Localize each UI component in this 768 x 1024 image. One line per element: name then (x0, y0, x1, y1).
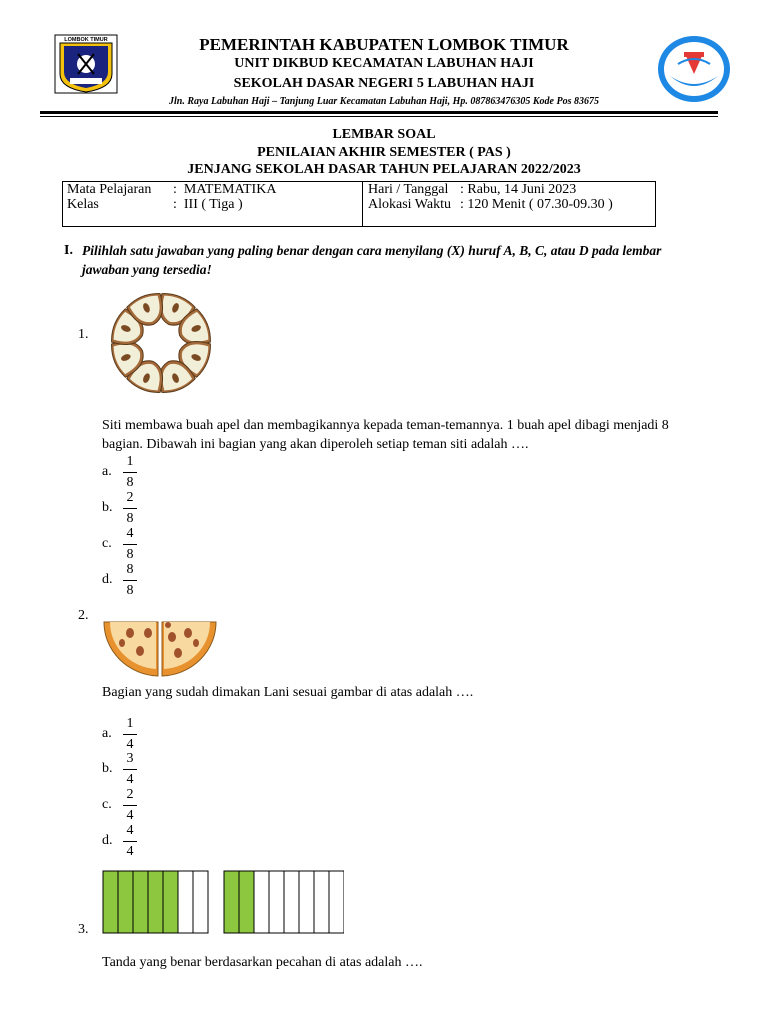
header-rule-thick (40, 111, 718, 114)
bar2-cell (269, 871, 284, 933)
q1-option-fraction (123, 455, 137, 490)
q2-option-fraction (123, 752, 137, 787)
fraction-line (123, 472, 137, 473)
header-rule-thin (40, 116, 718, 117)
school-logo (656, 34, 732, 104)
numerator: 2 (126, 787, 134, 802)
bar1-cell (133, 871, 148, 933)
numerator: 1 (126, 454, 134, 469)
subject-label: Mata Pelajaran (67, 182, 152, 197)
denominator: 8 (126, 511, 134, 526)
class-label: Kelas (67, 197, 99, 212)
fraction-line (123, 580, 137, 581)
bar1-cell (148, 871, 163, 933)
fraction-line (123, 544, 137, 545)
left-logo-text: LOMBOK TIMUR (64, 37, 108, 43)
bar2-cell (314, 871, 329, 933)
q2-option-letter[interactable]: c. (102, 797, 112, 812)
title-line2: PENILAIAN AKHIR SEMESTER ( PAS ) (257, 145, 511, 160)
q1-option-letter[interactable]: d. (102, 572, 113, 587)
instruction-numeral: I. (64, 243, 73, 258)
q1-text-line2: bagian. Dibawah ini bagian yang akan diperoleh setiap teman siti adalah …. (102, 437, 529, 452)
bar1-cell (118, 871, 133, 933)
bar2-cell (284, 871, 299, 933)
numerator: 3 (126, 751, 134, 766)
fraction-bars-image (102, 870, 344, 934)
q1-text-line1: Siti membawa buah apel dan membagikannya kepada teman-temannya. 1 buah apel dibagi menjadi 8 (102, 418, 669, 433)
fraction-line (123, 805, 137, 806)
info-divider (362, 182, 363, 226)
numerator: 4 (126, 526, 134, 541)
denominator: 4 (126, 808, 134, 823)
bar1-cell (193, 871, 208, 933)
q1-number: 1. (78, 327, 89, 342)
header-address: Jln. Raya Labuhan Haji – Tanjung Luar Kecamatan Labuhan Haji, Hp. 087863476305 Kode Pos 83675 (169, 96, 599, 107)
denominator: 8 (126, 475, 134, 490)
q1-option-fraction (123, 527, 137, 562)
fraction-line (123, 508, 137, 509)
numerator: 1 (126, 716, 134, 731)
title-line1: LEMBAR SOAL (332, 127, 436, 142)
q2-number: 2. (78, 608, 89, 623)
q1-option-letter[interactable]: a. (102, 464, 112, 479)
fraction-line (123, 841, 137, 842)
q2-option-letter[interactable]: b. (102, 761, 113, 776)
denominator: 4 (126, 737, 134, 752)
denominator: 4 (126, 772, 134, 787)
q2-option-fraction (123, 788, 137, 823)
instruction-line1: Pilihlah satu jawaban yang paling benar dengan cara menyilang (X) huruf A, B, C, atau D pada lembar (82, 243, 662, 258)
q1-option-fraction (123, 491, 137, 526)
instruction-line2: jawaban yang tersedia! (82, 262, 212, 277)
q1-option-fraction (123, 563, 137, 598)
exam-info-box (62, 181, 656, 227)
q1-option-letter[interactable]: c. (102, 536, 112, 551)
q2-option-letter[interactable]: a. (102, 726, 112, 741)
bar1-cell (103, 871, 118, 933)
bar2-cell (299, 871, 314, 933)
pizza-image (102, 621, 218, 677)
fraction-line (123, 769, 137, 770)
q2-option-fraction (123, 717, 137, 752)
class-value: : III ( Tiga ) (173, 197, 243, 212)
q1-option-letter[interactable]: b. (102, 500, 113, 515)
q3-text: Tanda yang benar berdasarkan pecahan di atas adalah …. (102, 955, 423, 970)
numerator: 2 (126, 490, 134, 505)
bar2-cell (254, 871, 269, 933)
time-value: : 120 Menit ( 07.30-09.30 ) (460, 197, 613, 212)
numerator: 8 (126, 562, 134, 577)
subject-value: : MATEMATIKA (173, 182, 277, 197)
apple-slices-image (100, 280, 222, 406)
day-label: Hari / Tanggal (368, 182, 449, 197)
bar2-cell (239, 871, 254, 933)
bar2-cell (329, 871, 344, 933)
q2-text: Bagian yang sudah dimakan Lani sesuai gambar di atas adalah …. (102, 685, 474, 700)
fraction-line (123, 734, 137, 735)
header-line1: PEMERINTAH KABUPATEN LOMBOK TIMUR (199, 35, 569, 54)
header-line3: SEKOLAH DASAR NEGERI 5 LABUHAN HAJI (233, 76, 535, 91)
title-line3: JENJANG SEKOLAH DASAR TAHUN PELAJARAN 2022/2023 (187, 162, 581, 177)
denominator: 4 (126, 844, 134, 859)
bar1-cell (178, 871, 193, 933)
numerator: 4 (126, 823, 134, 838)
header-line2: UNIT DIKBUD KECAMATAN LABUHAN HAJI (234, 56, 534, 71)
denominator: 8 (126, 583, 134, 598)
day-value: : Rabu, 14 Juni 2023 (460, 182, 577, 197)
q2-option-fraction (123, 824, 137, 859)
bar2-cell (224, 871, 239, 933)
q2-option-letter[interactable]: d. (102, 833, 113, 848)
denominator: 8 (126, 547, 134, 562)
time-label: Alokasi Waktu (368, 197, 451, 212)
bar1-cell (163, 871, 178, 933)
q3-number: 3. (78, 922, 89, 937)
